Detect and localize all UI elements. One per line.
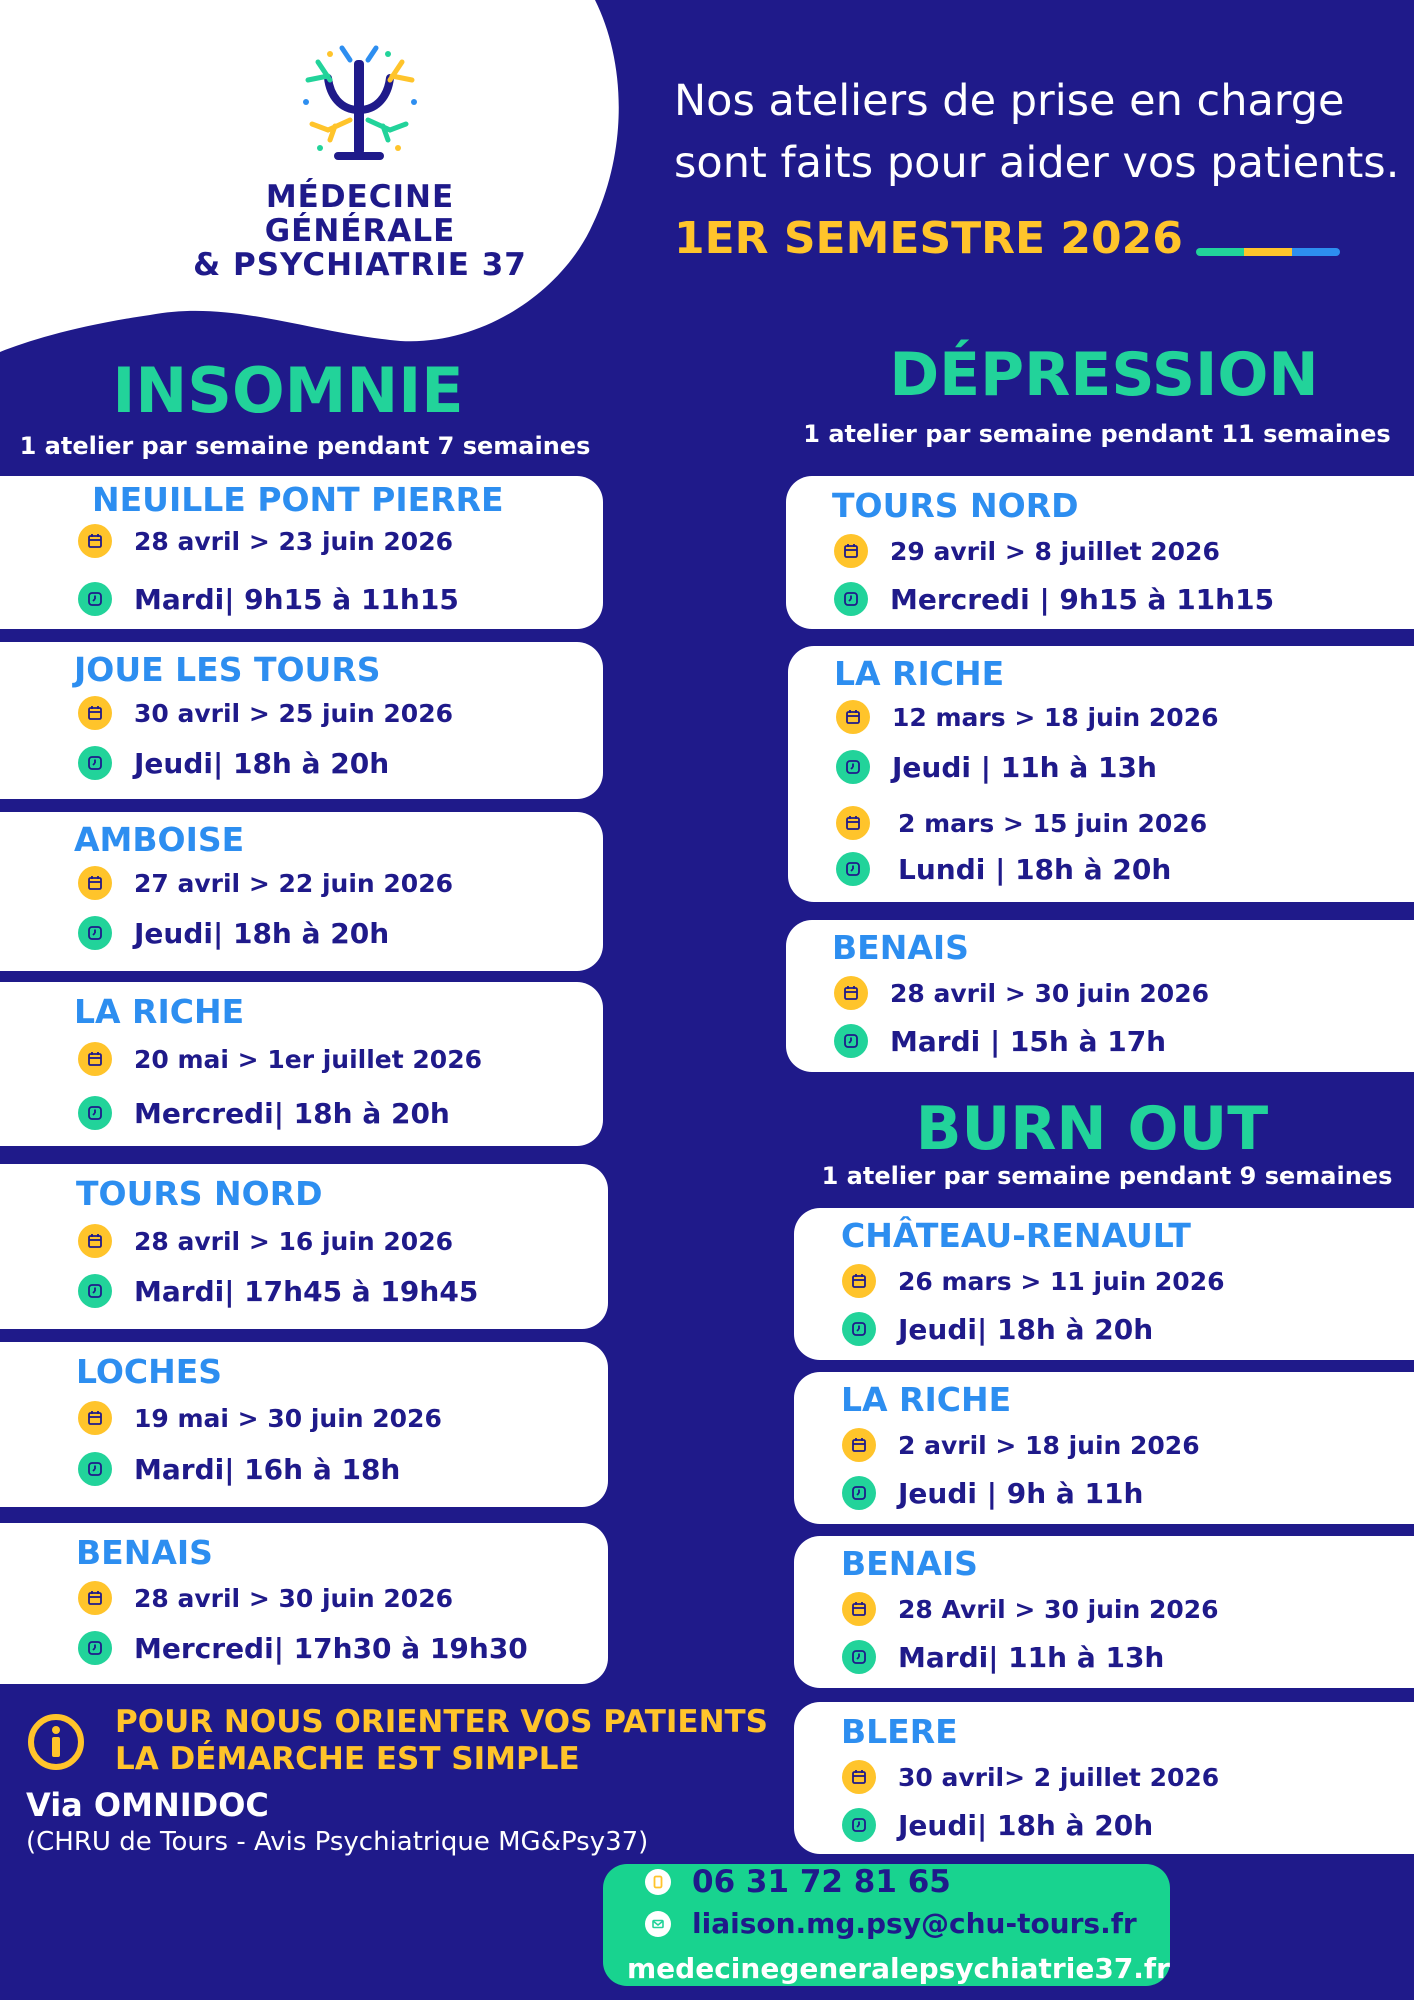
referral-heading [115, 1704, 768, 1778]
location-title: TOURS NORD [76, 1174, 323, 1213]
insomnie-title: INSOMNIE [112, 354, 464, 427]
calendar-icon [842, 1592, 876, 1626]
phone-icon [645, 1869, 671, 1895]
time-slot: Mercredi | 9h15 à 11h15 [890, 582, 1275, 616]
phone-line [645, 1864, 951, 1900]
calendar-icon [836, 806, 870, 840]
time-slot: Mercredi| 17h30 à 19h30 [134, 1631, 528, 1665]
date-line [78, 1042, 482, 1076]
insomnie-card [0, 1164, 608, 1329]
time-line [834, 582, 1274, 616]
date-line [78, 524, 453, 558]
clock-icon [842, 1476, 876, 1510]
clock-icon [78, 1631, 112, 1665]
contact-box [603, 1864, 1170, 1986]
email-line [645, 1907, 1137, 1940]
date-line [834, 534, 1220, 568]
clock-icon [836, 750, 870, 784]
chru-note: (CHRU de Tours - Avis Psychiatrique MG&Psy37) [26, 1827, 649, 1857]
burnout-card [794, 1536, 1414, 1688]
time-slot: Jeudi| 18h à 20h [134, 746, 390, 780]
location-title: BENAIS [76, 1533, 213, 1572]
logo-text-line1: MÉDECINE GÉNÉRALE [264, 179, 456, 249]
intro-line1: Nos ateliers de prise en charge [674, 76, 1345, 126]
date-range: 2 avril > 18 juin 2026 [898, 1430, 1200, 1460]
time-line [836, 852, 1171, 886]
time-slot: Mercredi| 18h à 20h [134, 1096, 450, 1130]
location-title: LA RICHE [834, 654, 1005, 693]
clock-icon [836, 852, 870, 886]
time-line [78, 1096, 450, 1130]
clock-icon [78, 582, 112, 616]
burnout-title: BURN OUT [915, 1094, 1269, 1164]
date-line [842, 1264, 1225, 1298]
date-line [836, 806, 1207, 840]
date-line [842, 1428, 1200, 1462]
location-title: LOCHES [76, 1352, 223, 1391]
time-line [836, 750, 1157, 784]
time-slot: Jeudi| 18h à 20h [898, 1808, 1154, 1842]
time-line [834, 1024, 1166, 1058]
insomnie-card [0, 1342, 608, 1507]
location-title: BENAIS [832, 928, 969, 967]
clock-icon [78, 1096, 112, 1130]
date-line [78, 1401, 442, 1435]
time-line [78, 1631, 528, 1665]
insomnie-subtitle: 1 atelier par semaine pendant 7 semaines [19, 432, 591, 460]
time-slot: Mardi| 16h à 18h [134, 1452, 401, 1486]
depression-card [786, 920, 1414, 1072]
referral-heading-line2: LA DÉMARCHE EST SIMPLE [115, 1741, 580, 1777]
calendar-icon [842, 1264, 876, 1298]
burnout-card [794, 1372, 1414, 1524]
time-line [78, 1452, 400, 1486]
burnout-subtitle: 1 atelier par semaine pendant 9 semaines [821, 1162, 1393, 1190]
date-line [842, 1592, 1219, 1626]
clock-icon [78, 1274, 112, 1308]
depression-title: DÉPRESSION [889, 340, 1319, 410]
clock-icon [78, 746, 112, 780]
time-line [78, 916, 389, 950]
via-omnidoc: Via OMNIDOC [26, 1786, 269, 1824]
info-icon [26, 1712, 86, 1772]
depression-subtitle: 1 atelier par semaine pendant 11 semaines [803, 420, 1391, 448]
date-range: 30 avril > 25 juin 2026 [134, 698, 453, 728]
time-slot: Jeudi| 18h à 20h [134, 916, 390, 950]
insomnie-card [0, 812, 603, 971]
clock-icon [842, 1808, 876, 1842]
time-slot: Mardi | 15h à 17h [890, 1024, 1167, 1058]
time-slot: Mardi| 9h15 à 11h15 [134, 582, 459, 616]
date-line [78, 1224, 453, 1258]
logo [190, 40, 530, 282]
intro-line2: sont faits pour aider vos patients. [674, 138, 1400, 188]
date-range: 28 avril > 30 juin 2026 [890, 978, 1209, 1008]
time-line [842, 1476, 1143, 1510]
time-line [78, 582, 459, 616]
time-line [842, 1312, 1153, 1346]
clock-icon [78, 916, 112, 950]
date-line [834, 976, 1209, 1010]
calendar-icon [842, 1428, 876, 1462]
insomnie-card [0, 982, 603, 1146]
calendar-icon [78, 524, 112, 558]
location-title: LA RICHE [74, 992, 245, 1031]
time-line [78, 746, 389, 780]
location-title: CHÂTEAU-RENAULT [841, 1216, 1191, 1255]
time-line [842, 1808, 1153, 1842]
date-range: 27 avril > 22 juin 2026 [134, 868, 453, 898]
mail-icon [645, 1911, 671, 1937]
date-range: 28 avril > 23 juin 2026 [134, 526, 453, 556]
date-range: 28 avril > 30 juin 2026 [134, 1583, 453, 1613]
clock-icon [834, 1024, 868, 1058]
clock-icon [842, 1312, 876, 1346]
intro-text [674, 70, 1399, 194]
date-range: 12 mars > 18 juin 2026 [892, 702, 1219, 732]
calendar-icon [834, 976, 868, 1010]
tree-logo-icon [290, 40, 430, 170]
date-range: 28 avril > 16 juin 2026 [134, 1226, 453, 1256]
clock-icon [834, 582, 868, 616]
referral-heading-line1: POUR NOUS ORIENTER VOS PATIENTS [115, 1704, 769, 1740]
date-range: 30 avril> 2 juillet 2026 [898, 1762, 1220, 1792]
date-range: 28 Avril > 30 juin 2026 [898, 1594, 1219, 1624]
date-range: 26 mars > 11 juin 2026 [898, 1266, 1225, 1296]
logo-text-line2: & PSYCHIATRIE 37 [193, 247, 527, 283]
date-line [78, 866, 453, 900]
time-slot: Jeudi| 18h à 20h [898, 1312, 1154, 1346]
date-line [836, 700, 1219, 734]
time-line [842, 1640, 1164, 1674]
location-title: AMBOISE [74, 820, 245, 859]
clock-icon [78, 1452, 112, 1486]
time-slot: Mardi| 17h45 à 19h45 [134, 1274, 479, 1308]
website-link[interactable]: medecinegeneralepsychiatrie37.fr [627, 1952, 1170, 1985]
calendar-icon [834, 534, 868, 568]
clock-icon [842, 1640, 876, 1674]
insomnie-card [0, 1523, 608, 1684]
date-range: 20 mai > 1er juillet 2026 [134, 1044, 482, 1074]
burnout-card [794, 1208, 1414, 1360]
calendar-icon [78, 696, 112, 730]
date-range: 19 mai > 30 juin 2026 [134, 1403, 442, 1433]
calendar-icon [78, 1042, 112, 1076]
date-line [842, 1760, 1219, 1794]
email-address[interactable]: liaison.mg.psy@chu-tours.fr [692, 1907, 1137, 1940]
phone-number[interactable]: 06 31 72 81 65 [692, 1864, 951, 1900]
date-range: 2 mars > 15 juin 2026 [898, 808, 1208, 838]
location-title: BENAIS [841, 1544, 978, 1583]
depression-card [788, 646, 1414, 902]
date-range: 29 avril > 8 juillet 2026 [890, 536, 1220, 566]
time-slot: Jeudi | 9h à 11h [898, 1476, 1144, 1510]
location-title: JOUE LES TOURS [74, 650, 381, 689]
insomnie-card [0, 642, 603, 799]
time-line [78, 1274, 478, 1308]
location-title: BLERE [841, 1712, 958, 1751]
time-slot: Mardi| 11h à 13h [898, 1640, 1165, 1674]
location-title: LA RICHE [841, 1380, 1012, 1419]
calendar-icon [78, 1581, 112, 1615]
semester-title: 1ER SEMESTRE 2026 [674, 213, 1183, 264]
color-divider [1196, 248, 1340, 256]
calendar-icon [836, 700, 870, 734]
time-slot: Jeudi | 11h à 13h [892, 750, 1157, 784]
calendar-icon [78, 1401, 112, 1435]
calendar-icon [842, 1760, 876, 1794]
insomnie-card [0, 476, 603, 629]
calendar-icon [78, 866, 112, 900]
date-line [78, 696, 453, 730]
location-title: NEUILLE PONT PIERRE [92, 480, 504, 519]
location-title: TOURS NORD [832, 486, 1079, 525]
time-slot: Lundi | 18h à 20h [898, 852, 1172, 886]
date-line [78, 1581, 453, 1615]
burnout-card [794, 1702, 1414, 1854]
calendar-icon [78, 1224, 112, 1258]
depression-card [786, 476, 1414, 629]
